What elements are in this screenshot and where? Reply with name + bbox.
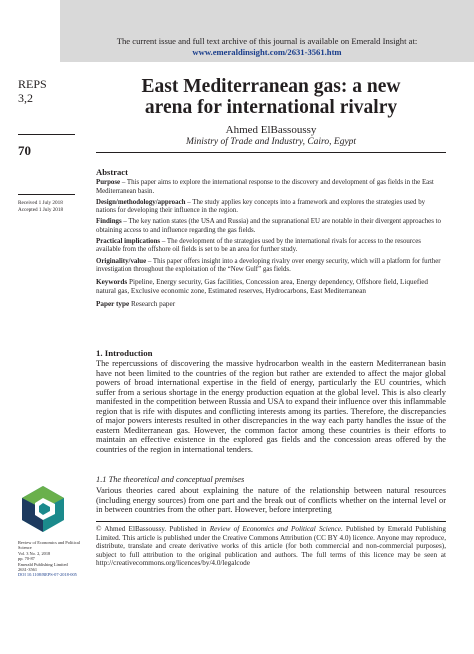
journal-code: REPS [18, 77, 47, 91]
journal-url-link[interactable]: www.emeraldinsight.com/2631-3561.htm [192, 47, 342, 57]
license-text: . Published by Emerald Publishing Limited. This article is published under the Creative Commons Attribution (CC BY 4.0) licence. Anyone may reproduce, distribute, translate and create derivative works of this article (for both commercial and non-commercial purposes), subject to full attribution to the original publication and authors. The full terms of this licence may be seen at http://creativecommons.org/licences/by/4.0/legalcode [96, 525, 447, 568]
footnote-divider [96, 521, 446, 522]
bib-journal: Review of Economics and Political [18, 540, 80, 545]
title-divider [96, 152, 446, 153]
margin-divider [18, 134, 75, 135]
abstract-heading: Abstract [96, 167, 128, 177]
abstract-block [96, 168, 446, 312]
journal-volume: 3,2 [18, 91, 33, 105]
bib-volume: Vol. 3 No. 2, 2018 [18, 550, 51, 556]
abstract-label: Practical implications [96, 238, 161, 246]
paper-type [96, 300, 446, 308]
abstract-label: Design/methodology/approach [96, 198, 186, 206]
abstract-text: – The key nation states (the USA and Russia) and the supranational EU are notable in their divergent approaches to obtaining access to and influence regarding the gas fields. [96, 218, 441, 234]
author-affiliation: Ministry of Trade and Industry, Cairo, Egypt [185, 137, 357, 147]
abstract-label: Findings [96, 218, 122, 226]
abstract-purpose [96, 179, 446, 196]
bib-journal: Science [18, 545, 32, 551]
received-dates [18, 200, 63, 214]
bib-issn: 2631-3561 [18, 567, 38, 573]
title-line: arena for international rivalry [144, 97, 398, 118]
license-text: © Ahmed ElBassoussy. Published in [96, 525, 210, 533]
keywords [96, 278, 446, 295]
paper-type-text: Research paper [129, 300, 176, 309]
abstract-practical [96, 238, 446, 255]
subsection-heading: 1.1 The theoretical and conceptual premises [96, 475, 245, 484]
bib-pages: pp. 70-87 [18, 556, 35, 562]
body-paragraph: Various theories cared about explaining the nature of the relationship between natural resources (including energy sources) from one part and the break out of conflicts whether on the internal level or in between countries from the other part. However, before interpreting [96, 486, 446, 514]
title-line: East Mediterranean gas: a new [141, 76, 401, 97]
license-notice [96, 525, 446, 568]
abstract-text: – This paper aims to explore the international response to the discovery and development of gas fields in the East Mediterranean basin. [96, 179, 434, 195]
abstract-text: – The study applies key concepts into a framework and explores the strategies used by nations for developing their influence in the region. [96, 198, 426, 215]
section-heading: 1. Introduction [96, 348, 153, 358]
keywords-label: Keywords [96, 278, 128, 287]
abstract-label: Originality/value [96, 257, 147, 265]
keywords-text: Pipeline, Energy security, Gas facilities, Concession area, Energy dependency, Offshore field, Liquefied natural gas, Exclusive economic zone, Estimated reserves, Hydrocarbons, East Mediterranean [96, 278, 429, 295]
body-paragraph: The repercussions of discovering the massive hydrocarbon wealth in the eastern Mediterranean basin have not been limited to the countries of the region but rather are extended to affect the major global powers of broad international expertise in the field of energy, particularly the EU countries, which suffer from a serious shortage in the energy production equation at the global level. This is also clearly manifested in the competition between Russia and USA to expand their influence over this inflammable region that is rife with disputes and conflicting interests among its parties. Therefore, the discrepancies of major powers interests resulted in other discrepancies in the way each party handles the issue of the eastern Mediterranean gas. However, the common factor among these countries is their efforts to maintain an effective existence in the explored gas fields and the concession areas offered by the countries of the region in international tenders. [96, 359, 446, 454]
abstract-findings [96, 218, 446, 235]
abstract-text: – The development of the strategies used by the international rivals for access to the resources available from the offshore oil fields is set to be an area for further study. [96, 238, 421, 254]
received-date: Received 1 July 2018 [18, 200, 63, 206]
doi-link[interactable]: DOI 10.1108/REPS-07-2018-005 [18, 572, 77, 578]
author-name: Ahmed ElBassoussy [225, 124, 317, 136]
abstract-design [96, 199, 446, 216]
bibliographic-info [18, 540, 80, 578]
emerald-logo-icon [18, 484, 68, 534]
accepted-date: Accepted 1 July 2018 [18, 207, 64, 213]
margin-divider [18, 194, 75, 195]
article-title [96, 76, 446, 118]
banner-text: The current issue and full text archive of this journal is available on Emerald Insight at: [116, 36, 418, 46]
emerald-logo-graphic [18, 484, 68, 534]
abstract-label: Purpose [96, 179, 121, 187]
abstract-originality [96, 258, 446, 275]
journal-name: Review of Economics and Political Science [209, 525, 341, 533]
paper-type-label: Paper type [96, 300, 130, 309]
journal-banner [60, 0, 474, 62]
abstract-text: – This paper offers insight into a developing rivalry over energy security, which will a platform for further investigation throughout the exploitation of the “New Gulf” gas fields. [96, 257, 441, 273]
bib-publisher: Emerald Publishing Limited [18, 561, 68, 567]
page-number: 70 [18, 143, 31, 158]
